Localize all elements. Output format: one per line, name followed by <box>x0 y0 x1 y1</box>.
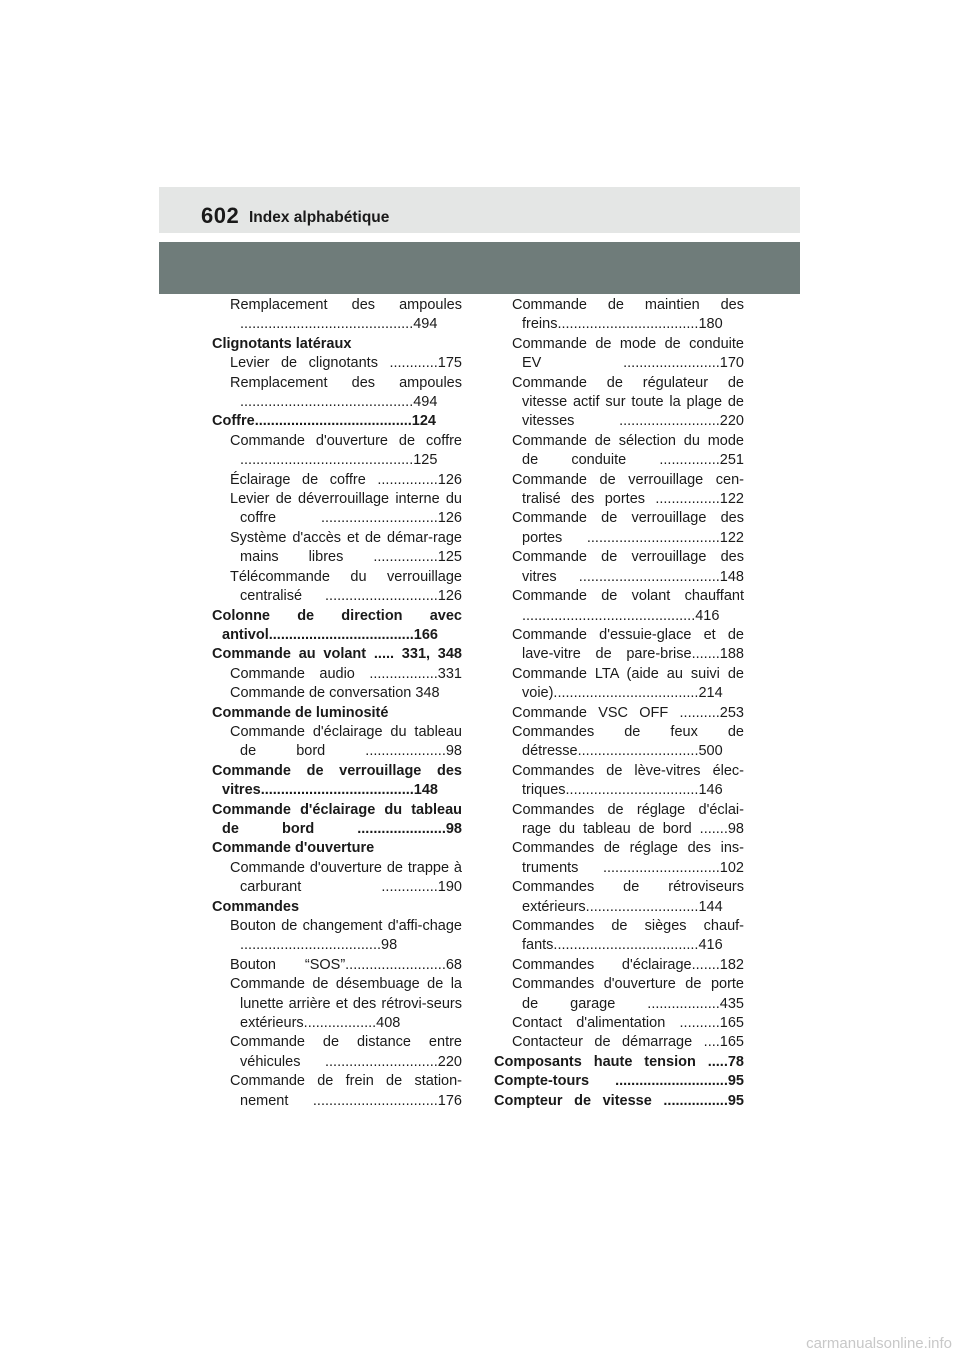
index-entry: Commande au volant ..... 331, 348 <box>212 646 462 663</box>
index-subentry: Commandes de réglage des ins-truments .............................102 <box>512 840 744 876</box>
index-entry: Commande d'ouverture <box>212 840 375 857</box>
index-subentry: Bouton de changement d'affi-chage ...................................98 <box>230 918 462 954</box>
index-column-left <box>212 296 462 1111</box>
index-subentry: Commande de désembuage de la lunette arrière et des rétrovi-seurs extérieurs..................408 <box>230 976 462 1032</box>
index-subentry: Commande de distance entre véhicules ............................220 <box>230 1034 462 1070</box>
index-subentry: Commande de verrouillage des vitres ...................................148 <box>512 549 744 585</box>
index-entry: Commandes <box>212 898 300 915</box>
index-subentry: Commande de verrouillage cen-tralisé des portes ................122 <box>512 471 744 508</box>
index-entry: Composants haute tension .....78 <box>494 1053 744 1070</box>
index-subentry: Commandes de lève-vitres élec-triques.................................146 <box>512 762 744 799</box>
index-column-right <box>494 296 744 1111</box>
index-entry: Commande d'éclairage du tableau de bord ......................98 <box>212 801 462 837</box>
index-subentry: Commandes de sièges chauf-fants....................................416 <box>512 918 744 954</box>
index-subentry: Commande de régulateur de vitesse actif sur toute la plage de vitesses .........................220 <box>512 374 744 430</box>
index-subentry: Commande d'éclairage du tableau de bord ....................98 <box>230 723 462 760</box>
index-entry: Clignotants latéraux <box>212 335 352 352</box>
index-entry: Colonne de direction avec antivol....................................166 <box>212 607 462 643</box>
index-subentry: Éclairage de coffre ...............126 <box>230 471 462 488</box>
index-subentry: Commande de mode de conduite EV ........................170 <box>512 335 744 372</box>
index-entry: Commande de luminosité <box>212 704 389 721</box>
index-subentry: Commandes de feux de détresse..............................500 <box>512 723 744 760</box>
index-subentry: Commande d'ouverture de trappe à carburant ..............190 <box>230 859 462 896</box>
index-subentry: Commande d'essuie-glace et de lave-vitre de pare-brise.......188 <box>512 626 744 663</box>
section-color-band <box>159 242 800 294</box>
index-subentry: Commande de sélection du mode de conduite ...............251 <box>512 432 744 469</box>
index-subentry: Remplacement des ampoules ...........................................494 <box>230 374 462 411</box>
index-subentry: Commande audio .................331 <box>230 665 462 682</box>
index-subentry: Commandes de réglage d'éclai-rage du tableau de bord .......98 <box>512 801 744 837</box>
index-subentry: Contact d'alimentation ..........165 <box>512 1015 744 1032</box>
index-subentry: Commande de frein de station-nement ...............................176 <box>230 1073 462 1109</box>
index-entry: Commande de verrouillage des vitres......................................148 <box>212 762 462 799</box>
index-subentry: Commande de maintien des freins...................................180 <box>512 297 744 333</box>
index-entry: Coffre.......................................124 <box>212 413 436 430</box>
index-subentry: Levier de déverrouillage interne du coffre .............................126 <box>230 491 462 527</box>
index-subentry: Remplacement des ampoules ...........................................494 <box>230 297 462 333</box>
page-number: 602 <box>201 203 240 228</box>
watermark: carmanualsonline.info <box>806 1335 952 1352</box>
index-subentry: Commande de conversation 348 <box>230 685 440 702</box>
index-subentry: Commandes de rétroviseurs extérieurs............................144 <box>512 879 744 915</box>
index-subentry: Commande de verrouillage des portes .................................122 <box>512 510 744 546</box>
index-subentry: Contacteur de démarrage ....165 <box>512 1034 744 1051</box>
index-subentry: Bouton “SOS”.........................68 <box>230 956 462 973</box>
section-title: Index alphabétique <box>249 209 390 226</box>
index-subentry: Système d'accès et de démar-rage mains libres ................125 <box>230 529 462 566</box>
index-entry: Compte-tours ............................95 <box>494 1073 744 1090</box>
index-subentry: Commande de volant chauffant ...........................................416 <box>512 588 744 624</box>
index-entry: Compteur de vitesse ................95 <box>494 1092 744 1109</box>
index-subentry: Commande LTA (aide au suivi de voie)....................................214 <box>512 665 744 702</box>
index-subentry: Commande VSC OFF ..........253 <box>512 704 744 721</box>
index-subentry: Commandes d'ouverture de porte de garage ..................435 <box>512 976 744 1012</box>
index-subentry: Commandes d'éclairage.......182 <box>512 956 744 973</box>
index-subentry: Commande d'ouverture de coffre ...........................................125 <box>230 432 462 469</box>
index-subentry: Levier de clignotants ............175 <box>230 355 462 372</box>
index-subentry: Télécommande du verrouillage centralisé ............................126 <box>230 568 462 605</box>
